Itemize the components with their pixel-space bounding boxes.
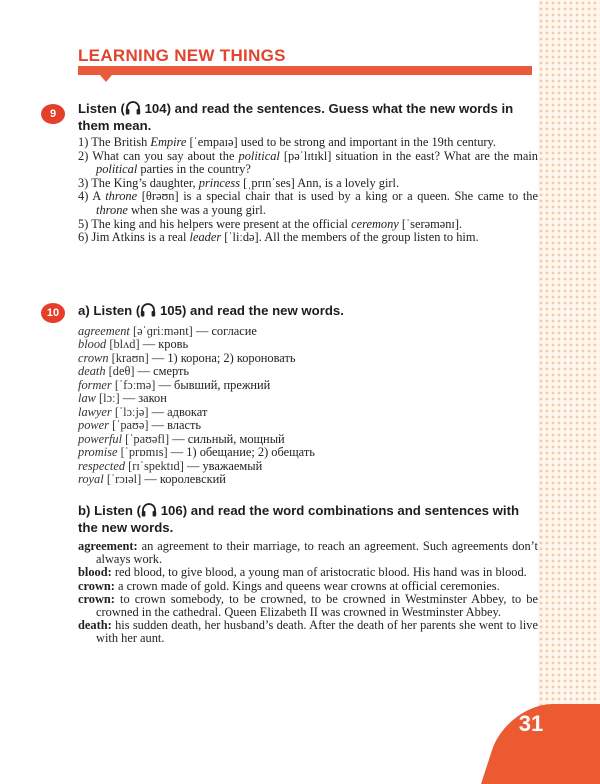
exercise-10-badge: 10 bbox=[41, 303, 65, 323]
vocab-item: power [ˈpaʊə] — власть bbox=[78, 418, 202, 433]
list-item: 6) Jim Atkins is a real leader [ˈliːdə]. All the members of the group listen to him. bbox=[78, 230, 479, 245]
vocab-item: promise [ˈprɒmɪs] — 1) обещание; 2) обещать bbox=[78, 445, 315, 460]
list-item: 1) The British Empire [ˈempaɪə] used to be strong and important in the 19th century. bbox=[78, 135, 497, 149]
ex9-instruction-post: ) and read the sentences. Guess what the new words in them mean. bbox=[78, 101, 514, 133]
exercise-9-instruction bbox=[78, 100, 534, 134]
vocab-item: agreement [əˈɡriːmənt] — согласие bbox=[78, 324, 257, 338]
title-underline-bar bbox=[78, 66, 532, 75]
vocab-item: former [ˈfɔːmə] — бывший, прежний bbox=[78, 377, 271, 392]
exercise-9-badge: 9 bbox=[41, 104, 65, 124]
list-item: crown: to crown somebody, to be crowned, to be crowned in Westminster Abbey, to be crowned in the cathedral. Queen Elizabeth II was crowned in Westminster Abbey. bbox=[78, 591, 538, 620]
list-item: death: his sudden death, her husband’s death. After the death of her parents she went to live with her aunt. bbox=[78, 618, 538, 646]
vocab-item: blood [blʌd] — кровь bbox=[78, 337, 189, 352]
list-item: agreement: an agreement to their marriage, to reach an agreement. Such agreements don’t always work. bbox=[78, 539, 538, 567]
vocabulary-list bbox=[78, 325, 438, 486]
title-bar-notch bbox=[100, 75, 112, 82]
vocab-item: lawyer [ˈlɔːjə] — адвокат bbox=[78, 404, 208, 419]
list-item: 3) The King’s daughter, princess [ˌprɪnˈses] Ann, is a lovely girl. bbox=[78, 175, 400, 190]
vocab-item: respected [rɪˈspektɪd] — уважаемый bbox=[78, 458, 263, 473]
vocab-item: crown [kraʊn] — 1) корона; 2) короновать bbox=[78, 350, 296, 365]
ex9-instruction-pre: Listen ( bbox=[78, 101, 125, 116]
exercise-10a-instruction: a) Listen ( 105) and read the new words. bbox=[78, 303, 344, 318]
list-item: crown: a crown made of gold. Kings and queens wear crowns at official ceremonies. bbox=[78, 578, 500, 593]
vocab-item: powerful [ˈpaʊəfl] — сильный, мощный bbox=[78, 431, 285, 446]
exercise-9-sentences bbox=[78, 136, 538, 245]
exercise-10b-instruction: b) Listen ( 106) and read the word combinations and sentences with the new words. bbox=[78, 503, 520, 535]
vocab-item: royal [ˈrɔɪəl] — королевский bbox=[78, 471, 226, 486]
page-number: 31 bbox=[518, 711, 544, 736]
list-item: 2) What can you say about the political [pəˈlɪtɪkl] situation in the east? What are the main political parties in the country? bbox=[78, 148, 538, 177]
word-combinations-list bbox=[78, 540, 538, 646]
vocab-item: law [lɔː] — закон bbox=[78, 391, 167, 406]
list-item: 4) A throne [θrəʊn] is a special chair that is used by a king or a queen. She came to the throne when she was a young girl. bbox=[78, 189, 538, 217]
list-item: blood: red blood, to give blood, a young man of aristocratic blood. His hand was in blood. bbox=[78, 565, 527, 580]
section-title: LEARNING NEW THINGS bbox=[78, 46, 286, 65]
headphones-icon[interactable] bbox=[140, 303, 156, 317]
vocab-item: death [deθ] — смерть bbox=[78, 364, 190, 379]
ex9-track-number: 104 bbox=[144, 101, 167, 116]
headphones-icon[interactable] bbox=[125, 101, 141, 115]
list-item: 5) The king and his helpers were present at the official ceremony [ˈserəmənɪ]. bbox=[78, 216, 463, 231]
headphones-icon[interactable] bbox=[141, 503, 157, 517]
